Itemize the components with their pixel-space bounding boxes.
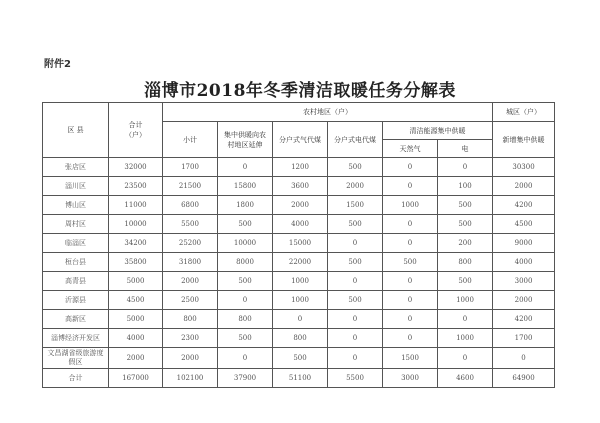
cell-elec: 0 (328, 272, 383, 291)
cell-elec: 0 (328, 329, 383, 348)
cell-gas: 3600 (273, 177, 328, 196)
header-clean-central: 清洁能源集中供暖 (383, 122, 493, 140)
cell-central-extend: 1800 (218, 196, 273, 215)
cell-total: 4000 (109, 329, 163, 348)
cell-elec: 0 (328, 310, 383, 329)
cell-gas: 22000 (273, 253, 328, 272)
cell-elec: 500 (328, 291, 383, 310)
cell-district: 高青县 (43, 272, 109, 291)
table-row (43, 196, 555, 215)
cell-central-extend: 8000 (218, 253, 273, 272)
cell-natural-gas: 0 (383, 215, 438, 234)
cell-electricity: 4600 (438, 369, 493, 388)
cell-natural-gas: 0 (383, 158, 438, 177)
header-total-label: 合计 (128, 121, 143, 129)
cell-central-extend: 10000 (218, 234, 273, 253)
cell-electricity: 500 (438, 272, 493, 291)
cell-elec: 1500 (328, 196, 383, 215)
cell-total: 34200 (109, 234, 163, 253)
task-breakdown-table (42, 102, 555, 388)
cell-total: 4500 (109, 291, 163, 310)
table-row (43, 215, 555, 234)
cell-subtotal: 102100 (163, 369, 218, 388)
cell-central-extend: 500 (218, 215, 273, 234)
cell-subtotal: 1700 (163, 158, 218, 177)
table-row (43, 253, 555, 272)
cell-total: 5000 (109, 310, 163, 329)
cell-gas: 1000 (273, 272, 328, 291)
header-gas-for-coal: 分户式气代煤 (273, 122, 328, 158)
cell-urban: 4500 (493, 215, 555, 234)
cell-district: 周村区 (43, 215, 109, 234)
cell-total: 32000 (109, 158, 163, 177)
cell-district: 淄博经济开发区 (43, 329, 109, 348)
cell-electricity: 0 (438, 158, 493, 177)
attachment-label: 附件2 (44, 59, 71, 70)
cell-urban: 3000 (493, 272, 555, 291)
cell-central-extend: 0 (218, 348, 273, 369)
cell-gas: 500 (273, 348, 328, 369)
header-rural: 农村地区（户） (163, 103, 493, 122)
cell-natural-gas: 1000 (383, 196, 438, 215)
document-title: 淄博市2018年冬季清洁取暖任务分解表 (144, 81, 456, 101)
cell-urban: 64900 (493, 369, 555, 388)
cell-urban: 4200 (493, 196, 555, 215)
cell-elec: 500 (328, 253, 383, 272)
header-new-central: 新增集中供暖 (493, 122, 555, 158)
cell-subtotal: 25200 (163, 234, 218, 253)
header-urban: 城区（户） (493, 103, 555, 122)
table-row (43, 348, 555, 369)
cell-urban: 1700 (493, 329, 555, 348)
header-total-unit: （户） (125, 131, 146, 139)
cell-elec: 500 (328, 215, 383, 234)
cell-subtotal: 2300 (163, 329, 218, 348)
table-row (43, 177, 555, 196)
cell-electricity: 500 (438, 215, 493, 234)
cell-electricity: 200 (438, 234, 493, 253)
table-row (43, 158, 555, 177)
cell-district: 高新区 (43, 310, 109, 329)
cell-total: 10000 (109, 215, 163, 234)
header-electricity: 电 (438, 140, 493, 158)
cell-subtotal: 2500 (163, 291, 218, 310)
cell-district: 沂源县 (43, 291, 109, 310)
table-row (43, 310, 555, 329)
cell-subtotal: 6800 (163, 196, 218, 215)
cell-subtotal: 2000 (163, 348, 218, 369)
cell-gas: 800 (273, 329, 328, 348)
cell-central-extend: 800 (218, 310, 273, 329)
cell-elec: 2000 (328, 177, 383, 196)
header-total (109, 103, 163, 158)
cell-subtotal: 5500 (163, 215, 218, 234)
cell-natural-gas: 3000 (383, 369, 438, 388)
cell-central-extend: 0 (218, 158, 273, 177)
cell-total: 167000 (109, 369, 163, 388)
cell-district: 合计 (43, 369, 109, 388)
cell-gas: 1000 (273, 291, 328, 310)
cell-central-extend: 500 (218, 272, 273, 291)
header-central-extend: 集中供暖向农村地区延伸 (218, 122, 273, 158)
cell-urban: 9000 (493, 234, 555, 253)
cell-elec: 5500 (328, 369, 383, 388)
cell-elec: 500 (328, 158, 383, 177)
cell-natural-gas: 0 (383, 234, 438, 253)
cell-gas: 2000 (273, 196, 328, 215)
cell-central-extend: 500 (218, 329, 273, 348)
table-row (43, 291, 555, 310)
table-row (43, 234, 555, 253)
header-natural-gas: 天然气 (383, 140, 438, 158)
cell-district: 文昌湖省级旅游度假区 (43, 348, 109, 369)
cell-central-extend: 37900 (218, 369, 273, 388)
cell-natural-gas: 1500 (383, 348, 438, 369)
cell-district: 临淄区 (43, 234, 109, 253)
cell-total: 2000 (109, 348, 163, 369)
table-row (43, 272, 555, 291)
header-subtotal: 小计 (163, 122, 218, 158)
cell-natural-gas: 0 (383, 291, 438, 310)
cell-gas: 1200 (273, 158, 328, 177)
cell-subtotal: 31800 (163, 253, 218, 272)
header-elec-for-coal: 分户式电代煤 (328, 122, 383, 158)
cell-gas: 15000 (273, 234, 328, 253)
cell-total: 23500 (109, 177, 163, 196)
cell-total: 11000 (109, 196, 163, 215)
cell-natural-gas: 0 (383, 310, 438, 329)
table-total-row (43, 369, 555, 388)
cell-natural-gas: 0 (383, 329, 438, 348)
cell-district: 博山区 (43, 196, 109, 215)
cell-elec: 0 (328, 348, 383, 369)
cell-natural-gas: 0 (383, 272, 438, 291)
header-district: 区 县 (43, 103, 109, 158)
cell-elec: 0 (328, 234, 383, 253)
cell-district: 张店区 (43, 158, 109, 177)
cell-electricity: 1000 (438, 329, 493, 348)
cell-urban: 4200 (493, 310, 555, 329)
cell-total: 5000 (109, 272, 163, 291)
cell-subtotal: 2000 (163, 272, 218, 291)
cell-central-extend: 0 (218, 291, 273, 310)
cell-subtotal: 21500 (163, 177, 218, 196)
cell-subtotal: 800 (163, 310, 218, 329)
table-row (43, 329, 555, 348)
cell-electricity: 1000 (438, 291, 493, 310)
cell-electricity: 0 (438, 310, 493, 329)
cell-natural-gas: 500 (383, 253, 438, 272)
cell-urban: 4000 (493, 253, 555, 272)
cell-electricity: 100 (438, 177, 493, 196)
cell-urban: 2000 (493, 291, 555, 310)
cell-electricity: 800 (438, 253, 493, 272)
cell-electricity: 0 (438, 348, 493, 369)
cell-central-extend: 15800 (218, 177, 273, 196)
cell-urban: 0 (493, 348, 555, 369)
cell-urban: 2000 (493, 177, 555, 196)
cell-total: 35800 (109, 253, 163, 272)
cell-urban: 30300 (493, 158, 555, 177)
cell-gas: 4000 (273, 215, 328, 234)
cell-gas: 51100 (273, 369, 328, 388)
cell-electricity: 500 (438, 196, 493, 215)
cell-gas: 0 (273, 310, 328, 329)
cell-district: 淄川区 (43, 177, 109, 196)
cell-district: 桓台县 (43, 253, 109, 272)
cell-natural-gas: 0 (383, 177, 438, 196)
